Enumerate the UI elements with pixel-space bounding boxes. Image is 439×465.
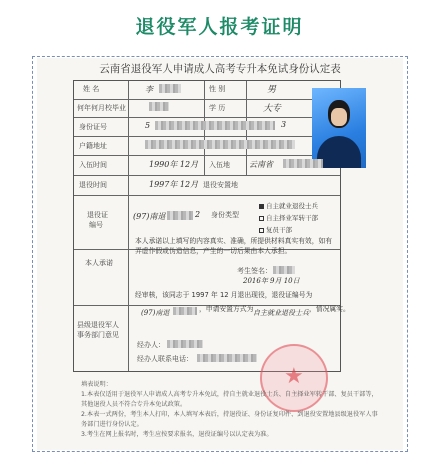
opinion-handwritten: 自主就业退役士兵 (253, 309, 309, 317)
label-gender: 性 别 (209, 85, 226, 93)
notes-title: 填表说明： (81, 381, 112, 388)
table-rule (74, 155, 340, 156)
label-resettle-place: 退役安置地 (203, 181, 238, 189)
redaction (173, 307, 197, 315)
label-retire-time: 退役时间 (79, 181, 107, 189)
identity-option-0[interactable]: 自主就业退役士兵 (259, 201, 318, 210)
redaction (159, 84, 181, 93)
label-cert-2: 编号 (89, 221, 103, 229)
label-address: 户籍地址 (79, 142, 107, 150)
label-enlist-time: 入伍时间 (79, 161, 107, 169)
label-school: 何年何月校毕业 (77, 104, 126, 112)
value-id-prefix: 5 (145, 121, 151, 130)
redaction (197, 354, 257, 362)
identity-option-2[interactable]: 复员干部 (259, 225, 292, 234)
seal-star-icon: ★ (284, 364, 304, 389)
redaction (273, 266, 295, 274)
redaction (155, 121, 275, 130)
redaction (149, 102, 169, 111)
handler-label: 经办人： (137, 341, 165, 349)
label-authority-2: 事务部门意见 (77, 331, 119, 339)
applicant-photo (312, 88, 366, 168)
photo-face (331, 108, 347, 126)
label-authority-1: 县级退役军人 (77, 321, 119, 329)
label-enlist-place: 入伍地 (209, 161, 230, 169)
value-gender: 男 (267, 85, 277, 95)
sign-date: 2016年 9月 10日 (243, 277, 300, 285)
redaction (167, 340, 203, 348)
contact-label: 经办人联系电话： (137, 355, 193, 363)
checkbox[interactable] (259, 216, 264, 221)
value-enlist-time: 1990年 12月 (149, 160, 199, 169)
opinion-line-3: ，申请安置方式为 (199, 305, 254, 313)
table-rule (74, 99, 340, 100)
table-rule (128, 81, 129, 371)
photo-shoulders (317, 136, 361, 168)
table-rule (74, 175, 340, 176)
value-name: 李 (145, 85, 153, 94)
value-enlist-place: 云南省 (249, 160, 273, 169)
value-cert-no: (97)南退 (133, 212, 166, 221)
table-rule (74, 195, 340, 196)
checkbox[interactable] (259, 228, 264, 233)
opinion-cert-no: (97)南退 (141, 309, 170, 317)
form-title: 云南省退役军人申请成人高考专升本免试身份认定表 (99, 63, 341, 75)
value-id-mark: 3 (281, 120, 287, 129)
value-cert-tail: 2 (195, 210, 201, 219)
form-notes (81, 380, 381, 440)
scanned-document (37, 58, 403, 450)
redaction (145, 140, 295, 149)
value-education: 大专 (263, 104, 282, 114)
checkbox-checked[interactable] (259, 204, 264, 209)
label-education: 学 历 (209, 104, 226, 112)
value-retire-time: 1997年 12月 (149, 180, 199, 189)
redaction (283, 159, 323, 168)
opinion-line-1: 经审核，该同志于 1997 年 12 月退出现役，退役证编号为 (135, 291, 313, 299)
applicant-statement: 本人承诺以上填写的内容真实、准确，所提供材料真实有效，如有弄虚作假或伪造信息，产生的一切后果由本人承担。 (135, 237, 333, 255)
label-cert-1: 退役证 (87, 211, 108, 219)
label-id-number: 身份证号 (79, 123, 107, 131)
identity-option-1[interactable]: 自主择业军转干部 (259, 213, 318, 222)
label-name: 姓 名 (83, 85, 100, 93)
sign-label: 考生签名： (237, 267, 272, 275)
label-identity-type: 身份类型 (211, 211, 239, 219)
redaction (167, 211, 193, 220)
note-item: 1.本表仅适用于退役军人申请成人高考专升本免试，持自主就业退役士兵、自主择业军转干部、复员干部等，其他退役人员不符合专升本免试政策。 (81, 391, 378, 408)
note-item: 3.考生在网上报名时，考生应按要求报名，退役证编号以认定表为准。 (81, 431, 273, 438)
note-item: 2.本表一式两份，考生本人打印，本人填写本表后，持退役证、身份证复印件、到退役安置地县级退役军人事务部门进行身份认定。 (81, 411, 378, 428)
table-rule (74, 117, 340, 118)
page-title: 退役军人报考证明 (135, 16, 304, 38)
opinion-line-4: ，情况属实。 (309, 305, 350, 313)
table-rule (74, 136, 340, 137)
label-applicant: 本人承诺 (85, 259, 113, 267)
